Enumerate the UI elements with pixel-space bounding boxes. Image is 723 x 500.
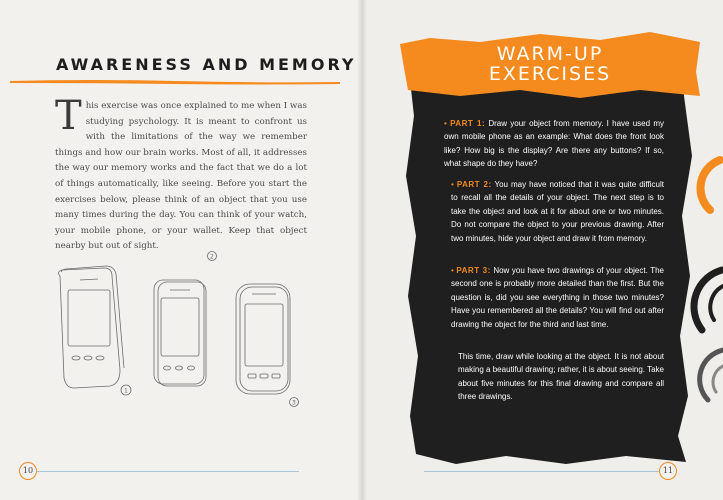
phone-sketch-3: [236, 284, 290, 394]
part-2-label: PART 2:: [456, 180, 492, 189]
part-2-text: You may have noticed that it was quite difficult to recall all the details of your object. The next step is to take the object and look at it for about one or two minutes. Do not compare the object to your previous drawing. After two minutes, hide your object and draw it from memory.: [451, 180, 664, 243]
drop-cap: T: [55, 93, 82, 139]
phone-sketch-2: [154, 280, 206, 386]
sketch-label-3: 3: [292, 399, 296, 407]
phone-sketches: [40, 250, 330, 410]
bullet-1: •: [444, 119, 447, 128]
sketch-label-2: 2: [210, 253, 214, 261]
bullet-3: •: [451, 266, 454, 275]
part-2-paragraph: [451, 178, 664, 245]
closing-paragraph: This time, draw while looking at the object. It is not about making a beautiful drawing; rather, it is about seeing. Take about five minutes for this final drawing and compare all three drawings.: [458, 352, 664, 402]
phone-sketch-1: [58, 266, 124, 388]
part-1-paragraph: [444, 117, 664, 171]
part-1-label: PART 1:: [450, 119, 486, 128]
right-footer-rule: [424, 471, 659, 472]
warmup-title: [400, 44, 700, 84]
warmup-title-line2: EXERCISES: [488, 63, 612, 85]
orange-brush-rule: [10, 79, 340, 85]
left-page-number: 10: [19, 462, 37, 480]
sketch-label-1: 1: [124, 387, 128, 395]
right-page-number: 11: [659, 462, 677, 480]
brush-circles-decoration: [680, 130, 723, 430]
left-body-paragraph: his exercise was once explained to me when I was studying psychology. It is meant to confront us with the limitations of the way we remember things and how our brain works. Most of all, it addresses the way our memory works and the fact that we do a lot of things automatically, like seeing. Before you start the exercises below, please think of an object that you use many times during the day. You can think of your watch, your mobile phone, or your wallet. Keep that object nearby but out of sight.: [55, 101, 307, 252]
left-page-heading: AWARENESS AND MEMORY: [56, 55, 357, 74]
part-1-text: Draw your object from memory. I have used my own mobile phone as an example: What does the front look like? How big is the display? Are there any buttons? If so, what shape do they have?: [444, 119, 664, 169]
page-gutter: [357, 0, 367, 500]
bullet-2: •: [451, 180, 454, 189]
part-3-label: PART 3:: [456, 266, 491, 275]
left-footer-rule: [37, 471, 299, 472]
part-3-text: Now you have two drawings of your object. The second one is probably more detailed than the first. But the question is, did you see everything in those two minutes? Have you remembered all the details? You will find out after drawing the object for the third and last time.: [451, 266, 664, 329]
warmup-title-line1: WARM-UP: [496, 43, 604, 65]
left-body-text: [55, 93, 307, 255]
part-3-paragraph: [451, 264, 664, 331]
